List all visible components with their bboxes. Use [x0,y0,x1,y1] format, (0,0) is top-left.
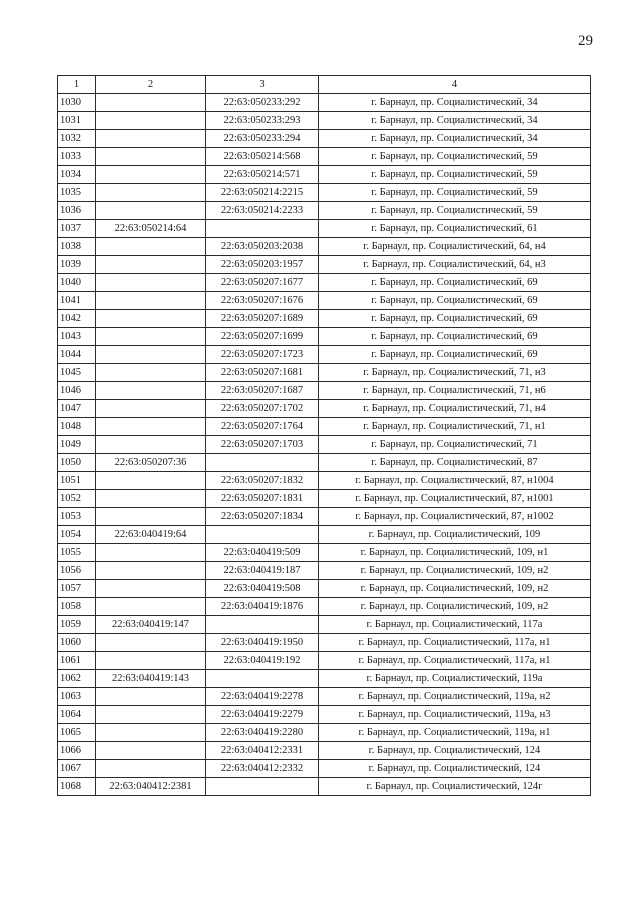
row-number-cell: 1064 [58,706,96,724]
address-cell: г. Барнаул, пр. Социалистический, 69 [319,274,591,292]
table-row [58,472,591,490]
table-row [58,148,591,166]
row-number-cell: 1041 [58,292,96,310]
row-number-cell: 1047 [58,400,96,418]
table-row [58,616,591,634]
land-plot-cadastral-cell [96,688,206,706]
land-plot-cadastral-cell: 22:63:050207:36 [96,454,206,472]
premises-cadastral-cell: 22:63:040419:192 [206,652,319,670]
land-plot-cadastral-cell [96,598,206,616]
premises-cadastral-cell: 22:63:040419:2278 [206,688,319,706]
table-row [58,760,591,778]
land-plot-cadastral-cell: 22:63:050214:64 [96,220,206,238]
premises-cadastral-cell: 22:63:050214:568 [206,148,319,166]
land-plot-cadastral-cell [96,256,206,274]
land-plot-cadastral-cell [96,346,206,364]
address-cell: г. Барнаул, пр. Социалистический, 71, н4 [319,400,591,418]
address-cell: г. Барнаул, пр. Социалистический, 34 [319,130,591,148]
table-row [58,382,591,400]
address-cell: г. Барнаул, пр. Социалистический, 109 [319,526,591,544]
row-number-cell: 1037 [58,220,96,238]
land-plot-cadastral-cell [96,292,206,310]
register-table [57,75,591,796]
address-cell: г. Барнаул, пр. Социалистический, 109, н2 [319,562,591,580]
land-plot-cadastral-cell [96,130,206,148]
land-plot-cadastral-cell [96,166,206,184]
address-cell: г. Барнаул, пр. Социалистический, 34 [319,112,591,130]
table-row [58,328,591,346]
address-cell: г. Барнаул, пр. Социалистический, 59 [319,184,591,202]
row-number-cell: 1057 [58,580,96,598]
premises-cadastral-cell: 22:63:050233:293 [206,112,319,130]
address-cell: г. Барнаул, пр. Социалистический, 124 [319,760,591,778]
address-cell: г. Барнаул, пр. Социалистический, 124 [319,742,591,760]
table-header-row [58,76,591,94]
premises-cadastral-cell: 22:63:040412:2332 [206,760,319,778]
table-row [58,400,591,418]
row-number-cell: 1038 [58,238,96,256]
table-row [58,274,591,292]
land-plot-cadastral-cell [96,544,206,562]
premises-cadastral-cell: 22:63:050233:292 [206,94,319,112]
premises-cadastral-cell [206,778,319,796]
address-cell: г. Барнаул, пр. Социалистический, 59 [319,202,591,220]
address-cell: г. Барнаул, пр. Социалистический, 71 [319,436,591,454]
address-cell: г. Барнаул, пр. Социалистический, 87, н1002 [319,508,591,526]
land-plot-cadastral-cell [96,634,206,652]
row-number-cell: 1063 [58,688,96,706]
land-plot-cadastral-cell: 22:63:040419:143 [96,670,206,688]
land-plot-cadastral-cell [96,418,206,436]
row-number-cell: 1031 [58,112,96,130]
premises-cadastral-cell: 22:63:050207:1676 [206,292,319,310]
table-row [58,112,591,130]
address-cell: г. Барнаул, пр. Социалистический, 109, н2 [319,580,591,598]
row-number-cell: 1042 [58,310,96,328]
row-number-cell: 1058 [58,598,96,616]
row-number-cell: 1048 [58,418,96,436]
row-number-cell: 1067 [58,760,96,778]
table-row [58,580,591,598]
land-plot-cadastral-cell [96,508,206,526]
row-number-cell: 1066 [58,742,96,760]
premises-cadastral-cell: 22:63:040419:187 [206,562,319,580]
row-number-cell: 1068 [58,778,96,796]
land-plot-cadastral-cell [96,472,206,490]
land-plot-cadastral-cell [96,94,206,112]
premises-cadastral-cell: 22:63:050207:1687 [206,382,319,400]
premises-cadastral-cell: 22:63:050203:1957 [206,256,319,274]
premises-cadastral-cell: 22:63:050207:1703 [206,436,319,454]
premises-cadastral-cell: 22:63:040419:2279 [206,706,319,724]
row-number-cell: 1043 [58,328,96,346]
premises-cadastral-cell: 22:63:050207:1831 [206,490,319,508]
land-plot-cadastral-cell [96,490,206,508]
address-cell: г. Барнаул, пр. Социалистический, 117а [319,616,591,634]
land-plot-cadastral-cell [96,112,206,130]
land-plot-cadastral-cell [96,562,206,580]
land-plot-cadastral-cell [96,742,206,760]
row-number-cell: 1060 [58,634,96,652]
table-row [58,562,591,580]
row-number-cell: 1049 [58,436,96,454]
table-row [58,184,591,202]
address-cell: г. Барнаул, пр. Социалистический, 69 [319,346,591,364]
row-number-cell: 1035 [58,184,96,202]
address-cell: г. Барнаул, пр. Социалистический, 64, н4 [319,238,591,256]
premises-cadastral-cell: 22:63:040412:2331 [206,742,319,760]
land-plot-cadastral-cell [96,238,206,256]
land-plot-cadastral-cell [96,274,206,292]
row-number-cell: 1045 [58,364,96,382]
land-plot-cadastral-cell [96,382,206,400]
address-cell: г. Барнаул, пр. Социалистический, 71, н3 [319,364,591,382]
premises-cadastral-cell: 22:63:050207:1677 [206,274,319,292]
table-row [58,742,591,760]
row-number-cell: 1061 [58,652,96,670]
table-row [58,778,591,796]
land-plot-cadastral-cell [96,400,206,418]
table-row [58,346,591,364]
address-cell: г. Барнаул, пр. Социалистический, 119а, н3 [319,706,591,724]
table-row [58,706,591,724]
table-row [58,310,591,328]
row-number-cell: 1032 [58,130,96,148]
table-row [58,454,591,472]
land-plot-cadastral-cell [96,184,206,202]
land-plot-cadastral-cell [96,202,206,220]
premises-cadastral-cell: 22:63:040419:508 [206,580,319,598]
premises-cadastral-cell: 22:63:050207:1699 [206,328,319,346]
row-number-cell: 1055 [58,544,96,562]
table-row [58,364,591,382]
table-row [58,598,591,616]
premises-cadastral-cell: 22:63:040419:509 [206,544,319,562]
table-row [58,220,591,238]
address-cell: г. Барнаул, пр. Социалистический, 69 [319,310,591,328]
address-cell: г. Барнаул, пр. Социалистический, 69 [319,292,591,310]
premises-cadastral-cell: 22:63:050214:2215 [206,184,319,202]
land-plot-cadastral-cell [96,364,206,382]
row-number-cell: 1050 [58,454,96,472]
row-number-cell: 1034 [58,166,96,184]
row-number-cell: 1053 [58,508,96,526]
address-cell: г. Барнаул, пр. Социалистический, 124г [319,778,591,796]
premises-cadastral-cell: 22:63:050214:2233 [206,202,319,220]
premises-cadastral-cell [206,220,319,238]
premises-cadastral-cell: 22:63:040419:2280 [206,724,319,742]
row-number-cell: 1062 [58,670,96,688]
land-plot-cadastral-cell [96,328,206,346]
table-row [58,652,591,670]
address-cell: г. Барнаул, пр. Социалистический, 117а, н1 [319,634,591,652]
table-row [58,202,591,220]
address-cell: г. Барнаул, пр. Социалистический, 34 [319,94,591,112]
premises-cadastral-cell: 22:63:050207:1702 [206,400,319,418]
table-row [58,670,591,688]
table-row [58,256,591,274]
table-row [58,490,591,508]
premises-cadastral-cell: 22:63:050207:1834 [206,508,319,526]
land-plot-cadastral-cell [96,724,206,742]
row-number-cell: 1040 [58,274,96,292]
address-cell: г. Барнаул, пр. Социалистический, 71, н1 [319,418,591,436]
register-table-body [58,76,591,796]
premises-cadastral-cell [206,454,319,472]
land-plot-cadastral-cell: 22:63:040419:64 [96,526,206,544]
column-header-4: 4 [319,76,591,94]
row-number-cell: 1046 [58,382,96,400]
page-number: 29 [578,33,593,49]
table-row [58,436,591,454]
row-number-cell: 1065 [58,724,96,742]
address-cell: г. Барнаул, пр. Социалистический, 69 [319,328,591,346]
address-cell: г. Барнаул, пр. Социалистический, 119а, н2 [319,688,591,706]
premises-cadastral-cell: 22:63:050207:1764 [206,418,319,436]
row-number-cell: 1030 [58,94,96,112]
row-number-cell: 1044 [58,346,96,364]
address-cell: г. Барнаул, пр. Социалистический, 87, н1004 [319,472,591,490]
address-cell: г. Барнаул, пр. Социалистический, 61 [319,220,591,238]
premises-cadastral-cell [206,526,319,544]
row-number-cell: 1052 [58,490,96,508]
row-number-cell: 1059 [58,616,96,634]
land-plot-cadastral-cell [96,310,206,328]
premises-cadastral-cell: 22:63:050203:2038 [206,238,319,256]
address-cell: г. Барнаул, пр. Социалистический, 119а, н1 [319,724,591,742]
table-row [58,508,591,526]
land-plot-cadastral-cell: 22:63:040419:147 [96,616,206,634]
address-cell: г. Барнаул, пр. Социалистический, 109, н1 [319,544,591,562]
premises-cadastral-cell: 22:63:050233:294 [206,130,319,148]
address-cell: г. Барнаул, пр. Социалистический, 87 [319,454,591,472]
column-header-1: 1 [58,76,96,94]
address-cell: г. Барнаул, пр. Социалистический, 59 [319,166,591,184]
premises-cadastral-cell: 22:63:050207:1689 [206,310,319,328]
row-number-cell: 1056 [58,562,96,580]
address-cell: г. Барнаул, пр. Социалистический, 109, н2 [319,598,591,616]
premises-cadastral-cell: 22:63:040419:1876 [206,598,319,616]
premises-cadastral-cell [206,670,319,688]
land-plot-cadastral-cell [96,706,206,724]
table-row [58,634,591,652]
premises-cadastral-cell [206,616,319,634]
land-plot-cadastral-cell [96,580,206,598]
row-number-cell: 1033 [58,148,96,166]
address-cell: г. Барнаул, пр. Социалистический, 87, н1001 [319,490,591,508]
land-plot-cadastral-cell [96,652,206,670]
column-header-2: 2 [96,76,206,94]
table-row [58,418,591,436]
table-row [58,526,591,544]
premises-cadastral-cell: 22:63:050207:1723 [206,346,319,364]
row-number-cell: 1051 [58,472,96,490]
premises-cadastral-cell: 22:63:040419:1950 [206,634,319,652]
table-row [58,544,591,562]
land-plot-cadastral-cell [96,436,206,454]
column-header-3: 3 [206,76,319,94]
premises-cadastral-cell: 22:63:050214:571 [206,166,319,184]
land-plot-cadastral-cell [96,148,206,166]
row-number-cell: 1036 [58,202,96,220]
premises-cadastral-cell: 22:63:050207:1681 [206,364,319,382]
address-cell: г. Барнаул, пр. Социалистический, 71, н6 [319,382,591,400]
table-row [58,688,591,706]
address-cell: г. Барнаул, пр. Социалистический, 117а, н1 [319,652,591,670]
row-number-cell: 1039 [58,256,96,274]
address-cell: г. Барнаул, пр. Социалистический, 119а [319,670,591,688]
table-row [58,238,591,256]
table-row [58,130,591,148]
land-plot-cadastral-cell [96,760,206,778]
table-row [58,292,591,310]
premises-cadastral-cell: 22:63:050207:1832 [206,472,319,490]
land-plot-cadastral-cell: 22:63:040412:2381 [96,778,206,796]
address-cell: г. Барнаул, пр. Социалистический, 59 [319,148,591,166]
table-row [58,94,591,112]
table-row [58,166,591,184]
row-number-cell: 1054 [58,526,96,544]
table-row [58,724,591,742]
address-cell: г. Барнаул, пр. Социалистический, 64, н3 [319,256,591,274]
